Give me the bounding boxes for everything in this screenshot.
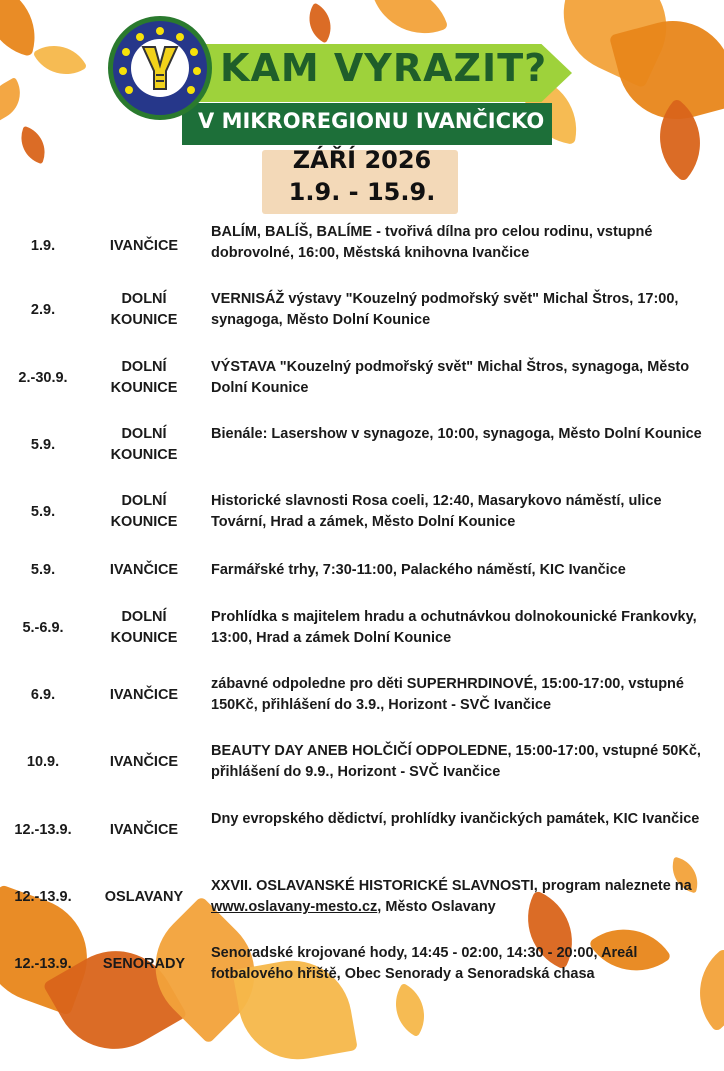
month-heading: ZÁŘÍ 2026 [292,146,432,174]
event-date: 12.-13.9. [14,889,72,905]
event-description: BALÍM, BALÍŠ, BALÍME - tvořivá dílna pro celou rodinu, vstupné dobrovolné, 16:00, Městská knihovna Ivančice [211,224,653,261]
logo-emblem [131,39,189,97]
event-place: IVANČICE [109,562,179,578]
event-description: Prohlídka s majitelem hradu a ochutnávkou dolnokounické Frankovky, 13:00, Hrad a zámek Dolní Kounice [211,609,697,646]
event-description-text: XXVII. OSLAVANSKÉ HISTORICKÉ SLAVNOSTI, program naleznete na [211,878,692,894]
leaf-decoration [33,33,88,88]
event-date: 6.9. [30,687,56,703]
event-description: VERNISÁŽ výstavy "Kouzelný podmořský svět" Michal Štros, 17:00, synagoga, Město Dolní Kounice [211,291,679,328]
event-place: DOLNÍ KOUNICE [110,609,178,646]
event-description: Bienále: Lasershow v synagoze, 10:00, synagoga, Město Dolní Kounice [211,426,702,442]
event-place: IVANČICE [109,822,179,838]
event-description-text: , Město Oslavany [377,899,496,915]
region-logo [108,16,212,120]
date-range: 1.9. - 15.9. [288,178,436,206]
leaf-decoration [383,983,438,1038]
header [100,8,580,148]
leaf-decoration [0,77,30,123]
page-subtitle: V MIKROREGIONU IVANČICKO [198,109,545,133]
event-place: DOLNÍ KOUNICE [110,291,178,328]
event-date: 5.9. [30,562,56,578]
event-description: VÝSTAVA "Kouzelný podmořský svět" Michal Štros, synagoga, Město Dolní Kounice [211,359,690,396]
event-date: 1.9. [30,238,56,254]
event-place: IVANČICE [109,687,179,703]
event-description: Senoradské krojované hody, 14:45 - 02:00, 14:30 - 20:00, Areál fotbalového hřiště, Obec Senorady a Senoradská chasa [211,945,638,982]
event-date: 2.9. [30,302,56,318]
event-place: DOLNÍ KOUNICE [110,493,178,530]
event-place: DOLNÍ KOUNICE [110,426,178,463]
event-date: 12.-13.9. [14,956,72,972]
event-place: SENORADY [102,956,186,972]
leaf-decoration [14,126,52,164]
event-date: 5.9. [30,437,56,453]
oslavany-website-link[interactable]: www.oslavany-mesto.cz [211,899,378,915]
event-description: Historické slavnosti Rosa coeli, 12:40, Masarykovo náměstí, ulice Tovární, Hrad a zámek, Město Dolní Kounice [211,493,662,530]
event-date: 5.-6.9. [22,620,64,636]
event-date: 12.-13.9. [14,822,72,838]
event-description: BEAUTY DAY ANEB HOLČIČÍ ODPOLEDNE, 15:00-17:00, vstupné 50Kč, přihlášení do 9.9., Horizont - SVČ Ivančice [211,743,701,780]
event-place: IVANČICE [109,238,179,254]
event-description [211,876,711,918]
event-place: IVANČICE [109,754,179,770]
event-date: 2.-30.9. [18,370,68,386]
event-place: DOLNÍ KOUNICE [110,359,178,396]
emblem-icon [139,45,181,91]
event-date: 10.9. [26,754,60,770]
event-description: Dny evropského dědictví, prohlídky ivančických památek, KIC Ivančice [211,811,700,827]
page-title: KAM VYRAZIT? [220,46,548,90]
event-description: Farmářské trhy, 7:30-11:00, Palackého náměstí, KIC Ivančice [211,562,626,578]
event-description: zábavné odpoledne pro děti SUPERHRDINOVÉ, 15:00-17:00, vstupné 150Kč, přihlášení do 3.9., Horizont - SVČ Ivančice [211,676,684,713]
event-place: OSLAVANY [104,889,184,905]
event-date: 5.9. [30,504,56,520]
